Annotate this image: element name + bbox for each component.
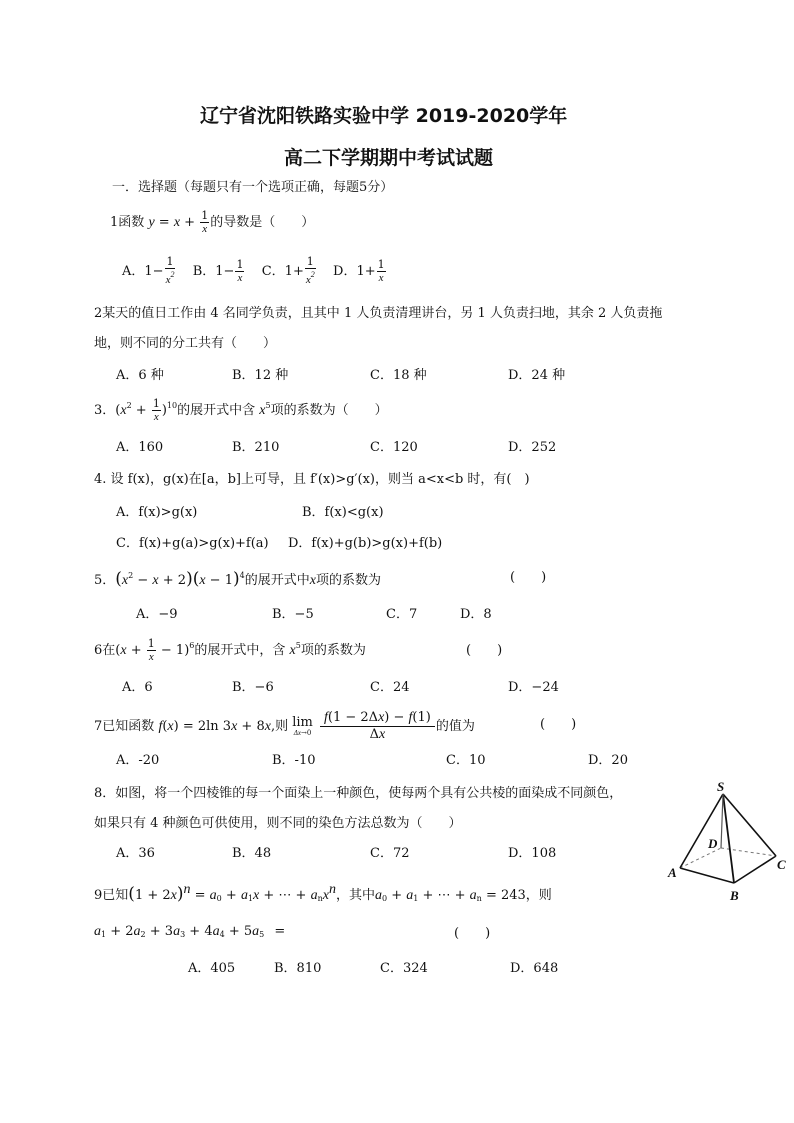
q5-option-a: A．−9 bbox=[136, 607, 178, 622]
q5-option-b: B．−5 bbox=[272, 607, 314, 622]
q3-option-b: B．210 bbox=[232, 440, 280, 455]
q6-answer-paren: ( ) bbox=[466, 643, 503, 658]
q1-option-b: B．1− $\frac{1}{x}$ bbox=[192, 257, 244, 284]
q8-option-d: D．108 bbox=[508, 846, 557, 861]
q7-option-a: A．-20 bbox=[116, 753, 160, 768]
pyramid-figure bbox=[664, 778, 794, 908]
q9-option-b: B．810 bbox=[274, 961, 322, 976]
q7-option-b: B．-10 bbox=[272, 753, 316, 768]
question-2-line-1: 2某天的值日工作由 4 名同学负责，且其中 1 人负责清理讲台，另 1 人负责扫地，其余 2 人负责拖 bbox=[94, 306, 663, 321]
q1-options bbox=[122, 256, 387, 286]
q4-option-c: C．f(x)+g(a)>g(x)+f(a) bbox=[116, 536, 269, 551]
q8-option-b: B．48 bbox=[232, 846, 272, 861]
q7-answer-paren: ( ) bbox=[540, 717, 577, 732]
q5-answer-paren: ( ) bbox=[510, 570, 547, 585]
q9-answer-paren: ( ) bbox=[454, 926, 491, 941]
q1-option-d: D．1+ $\frac{1}{x}$ bbox=[333, 257, 385, 284]
vertex-label-c: C bbox=[777, 857, 786, 872]
question-8-line-1: 8．如图，将一个四棱锥的每一个面染上一种颜色，使每两个具有公共棱的面染成不同颜色， bbox=[94, 786, 623, 801]
q4-option-a: A．f(x)>g(x) bbox=[116, 505, 198, 520]
q7-option-d: D．20 bbox=[588, 753, 628, 768]
page-subtitle: 高二下学期期中考试试题 bbox=[284, 147, 494, 169]
q2-option-a: A．6 种 bbox=[116, 368, 164, 383]
q8-option-c: C．72 bbox=[370, 846, 410, 861]
q4-option-b: B．f(x)<g(x) bbox=[302, 505, 384, 520]
question-8-line-2: 如果只有 4 种颜色可供使用，则不同的染色方法总数为（ ） bbox=[94, 816, 462, 831]
question-6: 6在(x + $\frac{1}{x}$ − 1)$^6$的展开式中，含 $x^5$项的系数为 bbox=[94, 637, 366, 663]
q9-option-d: D．648 bbox=[510, 961, 559, 976]
q7-option-c: C．10 bbox=[446, 753, 486, 768]
question-3: 3．($x^2$ + $\frac{1}{x}$ )$^{10}$的展开式中含 $x^5$项的系数为（ ） bbox=[94, 397, 388, 423]
q1-option-c: C．1+ $\frac{1}{x^2}$ bbox=[261, 255, 315, 286]
q3-option-c: C．120 bbox=[370, 440, 418, 455]
q3-option-a: A．160 bbox=[116, 440, 164, 455]
question-1: 1函数 y = x + $\frac{1}{x}$ 的导数是（ ） bbox=[110, 209, 315, 235]
vertex-label-b: B bbox=[730, 888, 739, 903]
q6-option-d: D．−24 bbox=[508, 680, 559, 695]
q6-option-b: B．−6 bbox=[232, 680, 274, 695]
q2-option-b: B．12 种 bbox=[232, 368, 289, 383]
question-2-line-2: 地，则不同的分工共有（ ） bbox=[94, 336, 277, 351]
page-title: 辽宁省沈阳铁路实验中学 2019-2020学年 bbox=[200, 105, 568, 127]
q1-option-a: A．1− $\frac{1}{x^2}$ bbox=[122, 255, 175, 286]
q8-option-a: A．36 bbox=[116, 846, 155, 861]
q2-option-c: C．18 种 bbox=[370, 368, 427, 383]
q5-option-d: D．8 bbox=[460, 607, 492, 622]
question-4: 4. 设 f(x)，g(x)在[a，b]上可导，且 f′(x)>g′(x)，则当 a<x<b 时，有( ) bbox=[94, 472, 530, 487]
question-9: 9已知$(1 + 2x)^n = a_0 + a_1x$ + ⋯ + $a_nx^n$，其中$a_0 + a_1$ + ⋯ + $a_n = 243$，则 bbox=[94, 882, 552, 904]
q4-option-d: D．f(x)+g(b)>g(x)+f(b) bbox=[288, 536, 443, 551]
question-9-expression: $a_1 + 2a_2 + 3a_3 + 4a_4 + 5a_5$ = bbox=[94, 924, 286, 939]
q9-option-c: C．324 bbox=[380, 961, 428, 976]
q6-option-c: C．24 bbox=[370, 680, 410, 695]
question-7: 7已知函数 f(x) = 2ln 3x + 8x,则 lim Δx→0 $\frac{f(1 - 2\Delta x) - f(1)}{\Delta x}$ 的值为 bbox=[94, 710, 475, 742]
vertex-label-s: S bbox=[717, 779, 725, 794]
q6-option-a: A．6 bbox=[122, 680, 153, 695]
question-5: 5．$(x^2 - x + 2)(x - 1)^4$的展开式中x项的系数为 bbox=[94, 569, 381, 589]
q9-option-a: A．405 bbox=[188, 961, 236, 976]
q3-option-d: D．252 bbox=[508, 440, 557, 455]
vertex-label-d: D bbox=[708, 836, 718, 851]
vertex-label-a: A bbox=[668, 865, 677, 880]
section-heading: 一．选择题（每题只有一个选项正确，每题5分） bbox=[112, 180, 394, 195]
q5-option-c: C．7 bbox=[386, 607, 418, 622]
q2-option-d: D．24 种 bbox=[508, 368, 566, 383]
